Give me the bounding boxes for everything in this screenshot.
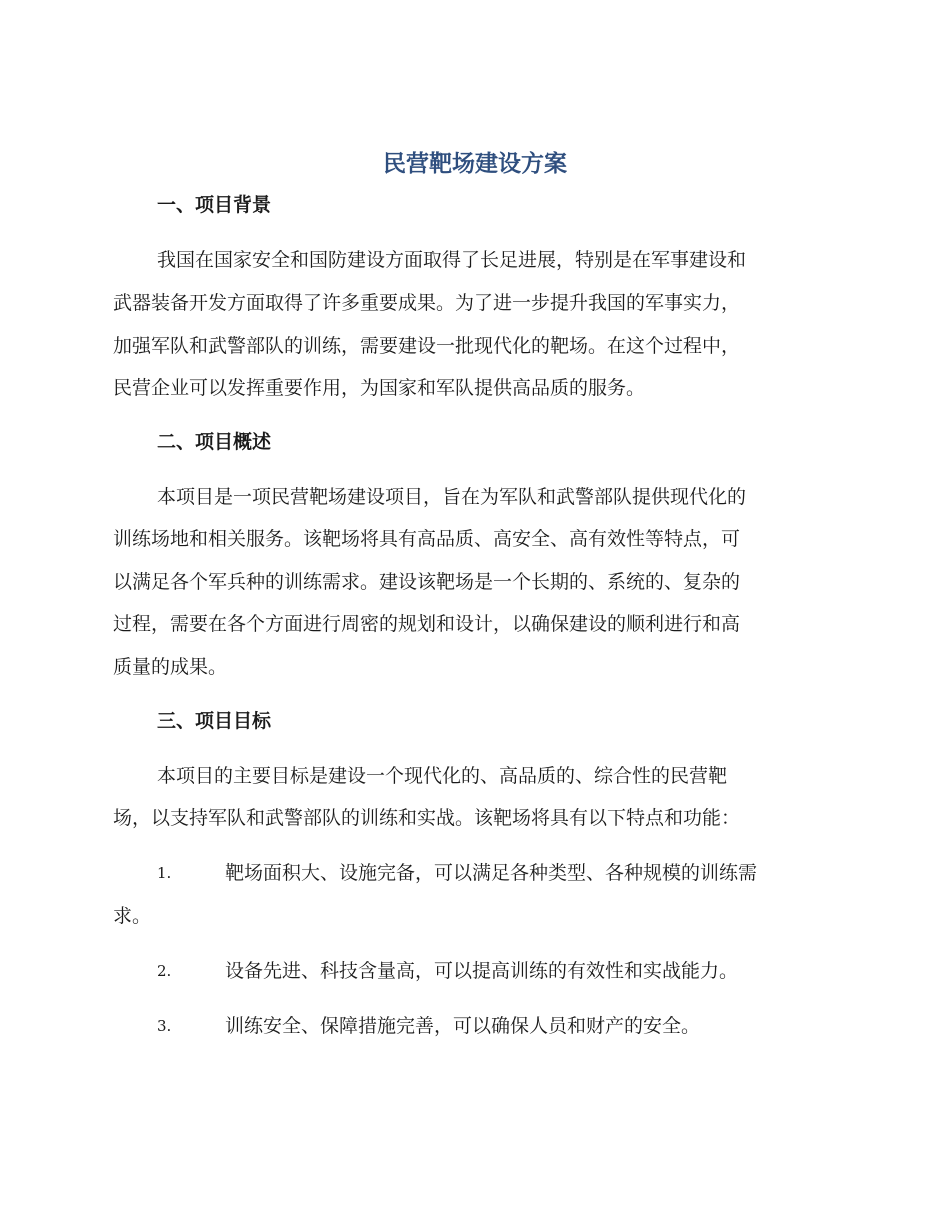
list-item-number: 3.	[157, 1017, 172, 1035]
paragraph-line: 质量的成果。	[113, 656, 228, 678]
list-item-text: 训练安全、保障措施完善，可以确保人员和财产的安全。	[225, 1015, 701, 1037]
paragraph-line: 我国在国家安全和国防建设方面取得了长足进展，特别是在军事建设和	[157, 249, 747, 271]
paragraph-line: 加强军队和武警部队的训练，需要建设一批现代化的靶场。在这个过程中，	[113, 335, 741, 357]
section-heading-overview: 二、项目概述	[157, 431, 272, 453]
paragraph-line: 本项目是一项民营靶场建设项目，旨在为军队和武警部队提供现代化的	[157, 486, 747, 508]
paragraph-line: 本项目的主要目标是建设一个现代化的、高品质的、综合性的民营靶	[157, 765, 728, 787]
document-title: 民营靶场建设方案	[383, 151, 567, 177]
paragraph-line: 过程，需要在各个方面进行周密的规划和设计，以确保建设的顺利进行和高	[113, 613, 741, 635]
paragraph-line: 以满足各个军兵种的训练需求。建设该靶场是一个长期的、系统的、复杂的	[113, 571, 741, 593]
section-heading-background: 一、项目背景	[157, 194, 272, 216]
list-item-number: 1.	[157, 864, 172, 882]
list-item-number: 2.	[157, 962, 172, 980]
list-item-text: 设备先进、科技含量高，可以提高训练的有效性和实战能力。	[225, 960, 739, 982]
section-heading-goals: 三、项目目标	[157, 710, 272, 732]
paragraph-line: 武器装备开发方面取得了许多重要成果。为了进一步提升我国的军事实力，	[113, 292, 741, 314]
list-item-text: 靶场面积大、设施完备，可以满足各种类型、各种规模的训练需	[225, 862, 758, 884]
paragraph-line: 民营企业可以发挥重要作用，为国家和军队提供高品质的服务。	[113, 377, 646, 399]
paragraph-line: 场，以支持军队和武警部队的训练和实战。该靶场将具有以下特点和功能：	[113, 807, 741, 829]
list-item-text-continued: 求。	[113, 905, 152, 927]
paragraph-line: 训练场地和相关服务。该靶场将具有高品质、高安全、高有效性等特点，可	[113, 528, 741, 550]
